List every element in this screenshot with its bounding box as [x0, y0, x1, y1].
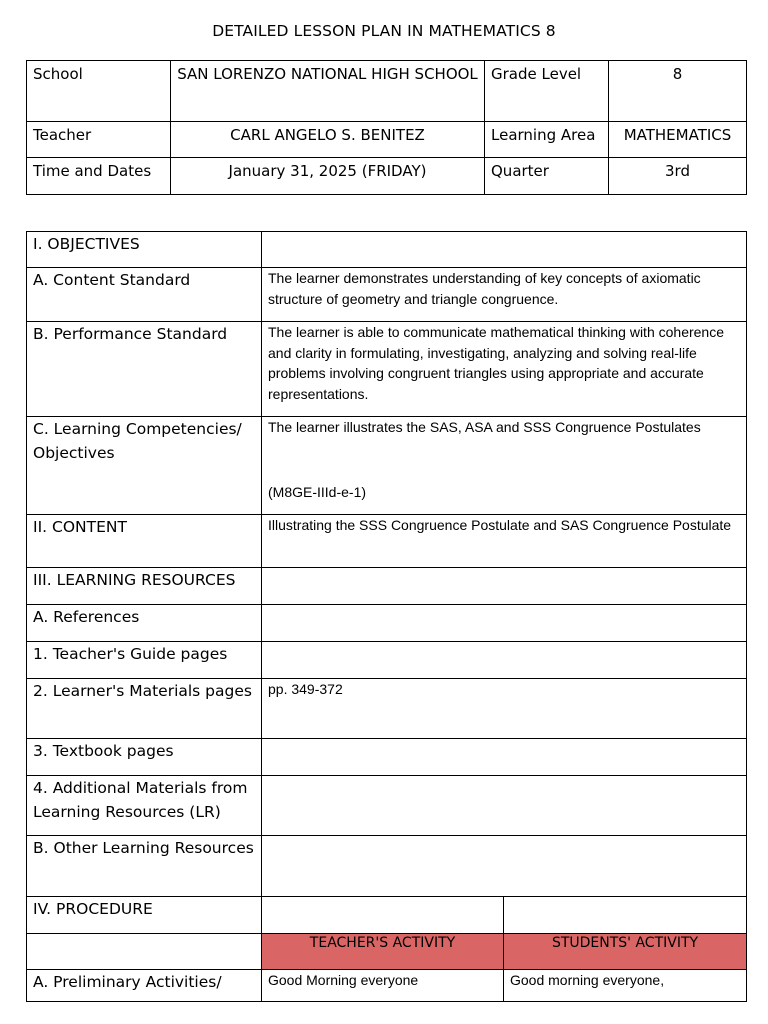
document-title: DETAILED LESSON PLAN IN MATHEMATICS 8: [212, 22, 556, 40]
learners-materials-value: pp. 349-372: [262, 679, 747, 739]
competencies-label: C. Learning Competencies/ Objectives: [27, 417, 262, 515]
textbook-label: 3. Textbook pages: [27, 739, 262, 776]
other-resources-value: [262, 836, 747, 897]
references-value: [262, 605, 747, 642]
teachers-guide-value: [262, 642, 747, 679]
performance-standard-label: B. Performance Standard: [27, 322, 262, 417]
learning-resources-label: III. LEARNING RESOURCES: [27, 568, 262, 605]
additional-materials-label: 4. Additional Materials from Learning Resources (LR): [27, 776, 262, 836]
content-value: Illustrating the SSS Congruence Postulate and SAS Congruence Postulate: [262, 515, 747, 568]
procedure-student-cell: [504, 897, 747, 934]
quarter-value: 3rd: [609, 158, 747, 195]
content-standard-label: A. Content Standard: [27, 268, 262, 322]
procedure-teacher-cell: [262, 897, 504, 934]
competencies-code: (M8GE-IIId-e-1): [268, 483, 367, 500]
learning-resources-value: [262, 568, 747, 605]
objectives-label: I. OBJECTIVES: [27, 232, 262, 268]
performance-standard-value: The learner is able to communicate mathematical thinking with coherence and clarity in formulating, investigating, analyzing and solving real-life problems involving congruent triangles using appropriate and accurate representations.: [262, 322, 747, 417]
preliminary-teacher-activity: Good Morning everyone: [262, 970, 504, 1002]
header-table: [26, 60, 747, 195]
grade-level-label: Grade Level: [485, 61, 609, 122]
teacher-label: Teacher: [27, 122, 171, 158]
preliminary-activities-label: A. Preliminary Activities/: [27, 970, 262, 1002]
content-standard-value: The learner demonstrates understanding of key concepts of axiomatic structure of geometry and triangle congruence.: [262, 268, 747, 322]
quarter-label: Quarter: [485, 158, 609, 195]
learners-materials-label: 2. Learner's Materials pages: [27, 679, 262, 739]
references-label: A. References: [27, 605, 262, 642]
competencies-text: The learner illustrates the SAS, ASA and SSS Congruence Postulates: [268, 419, 701, 435]
learning-area-label: Learning Area: [485, 122, 609, 158]
grade-level-value: 8: [609, 61, 747, 122]
student-activity-header: STUDENTS' ACTIVITY: [504, 934, 747, 970]
learning-area-value: MATHEMATICS: [609, 122, 747, 158]
time-dates-value: January 31, 2025 (FRIDAY): [171, 158, 485, 195]
school-label: School: [27, 61, 171, 122]
procedure-label: IV. PROCEDURE: [27, 897, 262, 934]
teacher-activity-header: TEACHER'S ACTIVITY: [262, 934, 504, 970]
other-resources-label: B. Other Learning Resources: [27, 836, 262, 897]
teacher-value: CARL ANGELO S. BENITEZ: [171, 122, 485, 158]
additional-materials-value: [262, 776, 747, 836]
preliminary-student-activity: Good morning everyone,: [504, 970, 747, 1002]
teachers-guide-label: 1. Teacher's Guide pages: [27, 642, 262, 679]
lesson-plan-table: [26, 231, 747, 1002]
time-dates-label: Time and Dates: [27, 158, 171, 195]
objectives-value: [262, 232, 747, 268]
activity-header-blank: [27, 934, 262, 970]
content-label: II. CONTENT: [27, 515, 262, 568]
school-value: SAN LORENZO NATIONAL HIGH SCHOOL: [171, 61, 485, 122]
textbook-value: [262, 739, 747, 776]
competencies-value: [262, 417, 747, 515]
